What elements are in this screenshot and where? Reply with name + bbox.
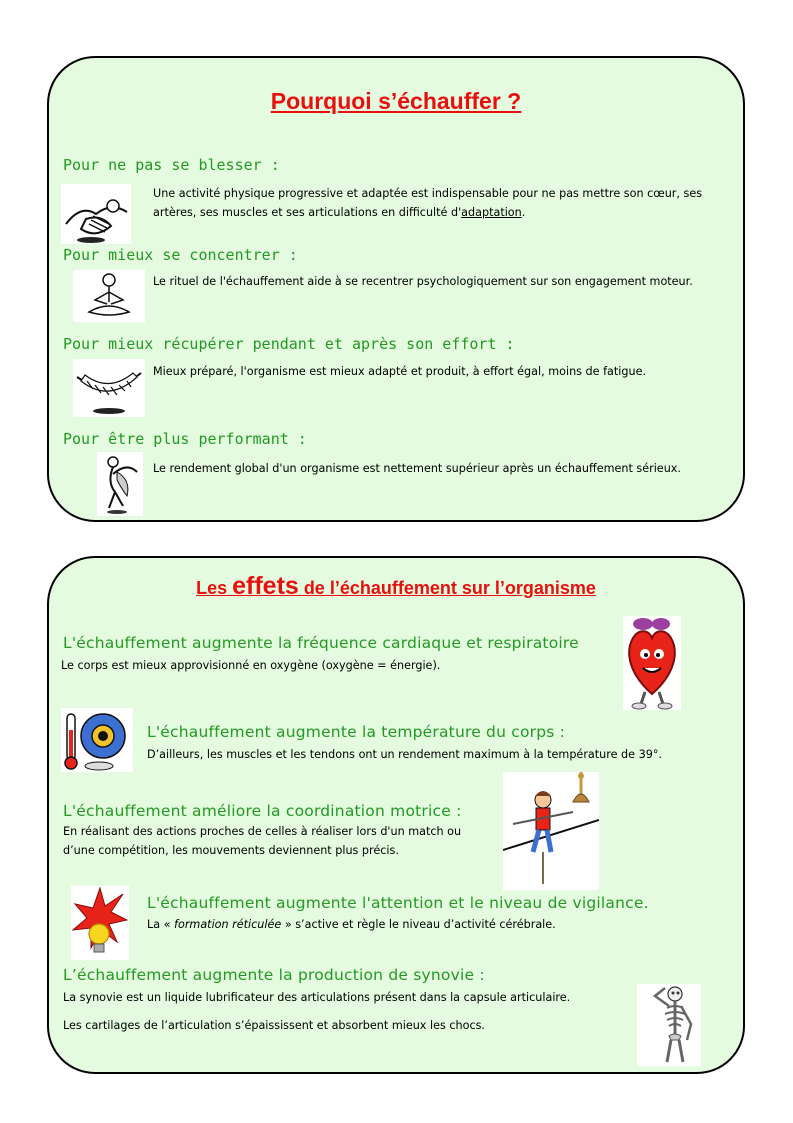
athlete-throw-icon — [97, 452, 143, 516]
text-coordination-2: d’une compétition, les mouvements deviennent plus précis. — [63, 844, 399, 857]
heading-perform: Pour être plus performant : — [63, 430, 307, 448]
heading-coordination: L'échauffement améliore la coordination motrice : — [63, 802, 462, 820]
heading-attention: L'échauffement augmente l'attention et le niveau de vigilance. — [147, 894, 649, 912]
text-coordination-1: En réalisant des actions proches de celles à réaliser lors d'un match ou — [63, 825, 462, 838]
text-temperature: D’ailleurs, les muscles et les tendons ont un rendement maximum à la température de 39°. — [147, 748, 662, 761]
lightbulb-icon — [71, 886, 129, 960]
why-warm-up-card — [47, 56, 745, 522]
heading-recover: Pour mieux récupérer pendant et après son effort : — [63, 335, 515, 353]
text-synovia-1: La synovie est un liquide lubrificateur des articulations présent dans la capsule articulaire. — [63, 991, 571, 1004]
text-recover: Mieux préparé, l'organisme est mieux adapté et produit, à effort égal, moins de fatigue. — [153, 365, 647, 378]
skeleton-icon — [637, 984, 701, 1066]
reticular-formation-term: formation réticulée — [174, 918, 282, 931]
text-heart-rate: Le corps est mieux approvisionné en oxygène (oxygène = énergie). — [61, 659, 441, 672]
heading-concentrate: Pour mieux se concentrer : — [63, 246, 298, 264]
heading-temperature: L'échauffement augmente la température du corps : — [147, 723, 566, 741]
text-attention: La « formation réticulée » s’active et règle le niveau d’activité cérébrale. — [147, 918, 556, 931]
heading-synovia: L’échauffement augmente la production de synovie : — [63, 966, 485, 984]
adaptation-link: adaptation — [461, 206, 522, 219]
tightrope-walker-icon — [503, 772, 599, 890]
title-emphasis: effets — [232, 572, 299, 600]
heading-heart-rate: L'échauffement augmente la fréquence cardiaque et respiratoire — [63, 634, 579, 652]
heading-injury: Pour ne pas se blesser : — [63, 156, 280, 174]
section1-title: Pourquoi s’échauffer ? — [270, 88, 522, 114]
text-injury: Une activité physique progressive et adaptée est indispensable pour ne pas mettre son cœur, ses artères, ses muscles et ses articulations en difficulté d'adaptation. — [153, 187, 703, 219]
thermometer-icon — [61, 708, 133, 772]
text-perform: Le rendement global d'un organisme est nettement supérieur après un échauffement sérieux. — [153, 462, 681, 475]
meditating-figure-icon — [73, 270, 145, 322]
section2-title: Les effets de l’échauffement sur l’organisme — [196, 572, 596, 600]
text-concentrate: Le rituel de l'échauffement aide à se recentrer psychologiquement sur son engagement moteur. — [153, 275, 693, 288]
hammock-icon — [73, 359, 145, 417]
text-synovia-2: Les cartilages de l’articulation s’épaississent et absorbent mieux les chocs. — [63, 1019, 485, 1032]
stretching-figure-icon — [61, 184, 131, 244]
heart-character-icon — [623, 616, 681, 710]
effects-card — [47, 556, 745, 1074]
